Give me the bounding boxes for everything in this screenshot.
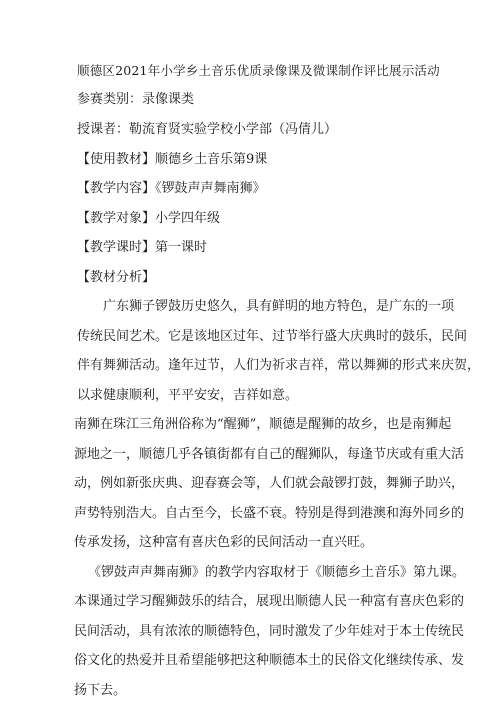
field-value: 顺德乡土音乐第9课: [155, 152, 268, 167]
field-label: 【教学内容】: [77, 181, 156, 196]
paragraph-2-line: 声势特别浩大。自古至今，长盛不衰。特别是得到港澳和海外同乡的: [74, 506, 465, 521]
paragraph-3-line: 本课通过学习醒狮鼓乐的结合，展现出顺德人民一种富有喜庆色彩的: [74, 594, 465, 609]
paragraph-2-line: 动，例如新张庆典、迎春赛会等，人们就会敲锣打鼓，舞狮子助兴，: [74, 476, 465, 491]
paragraph-3-line: 俗文化的热爱并且希望能够把这种顺德本土的民俗文化继续传承、发: [74, 653, 465, 668]
paragraph-2-line: 源地之一，顺德几乎各镇街都有自己的醒狮队，每逢节庆或有重大活: [74, 447, 465, 462]
field-analysis: [77, 270, 155, 286]
field-label: 【教材分析】: [77, 270, 156, 285]
paragraph-3-line: 扬下去。: [74, 683, 127, 698]
field-textbook: [77, 152, 267, 168]
teacher-line: 授课者：勒流育贤实验学校小学部（冯倩儿）: [77, 122, 338, 137]
field-label: 【教学课时】: [77, 240, 156, 255]
document-title: 顺德区2021年小学乡土音乐优质录像课及微课制作评比展示活动: [77, 63, 440, 78]
paragraph-2-line: 南狮在珠江三角洲俗称为“醒狮”，顺德是醒狮的故乡，也是南狮起: [74, 417, 452, 432]
field-value: 第一课时: [155, 240, 208, 255]
field-label: 【使用教材】: [77, 152, 156, 167]
field-value: 《锣鼓声声舞南狮》: [155, 181, 266, 196]
paragraph-1-line: 伴有舞狮活动。逢年过节，人们为祈求吉祥，常以舞狮的形式来庆贺，: [77, 358, 481, 373]
paragraph-3-line: 《锣鼓声声舞南狮》的教学内容取材于《顺德乡土音乐》第九课。: [88, 565, 466, 580]
paragraph-1-line: 传统民间艺术。它是该地区过年、过节举行盛大庆典时的鼓乐，民间: [77, 329, 468, 344]
field-audience: [77, 211, 220, 227]
field-label: 【教学对象】: [77, 211, 156, 226]
field-content: [77, 181, 266, 197]
paragraph-3-line: 民间活动，具有浓浓的顺德特色，同时激发了少年娃对于本土传统民: [74, 624, 465, 639]
category-line: 参赛类别：录像课类: [77, 92, 195, 107]
paragraph-1-line: 广东狮子锣鼓历史悠久，具有鲜明的地方特色，是广东的一项: [103, 299, 455, 314]
field-period: [77, 240, 207, 256]
paragraph-1-line: 以求健康顺利，平平安安，吉祥如意。: [77, 388, 299, 403]
paragraph-2-line: 传承发扬，这种富有喜庆色彩的民间活动一直兴旺。: [74, 535, 374, 550]
field-value: 小学四年级: [155, 211, 221, 226]
